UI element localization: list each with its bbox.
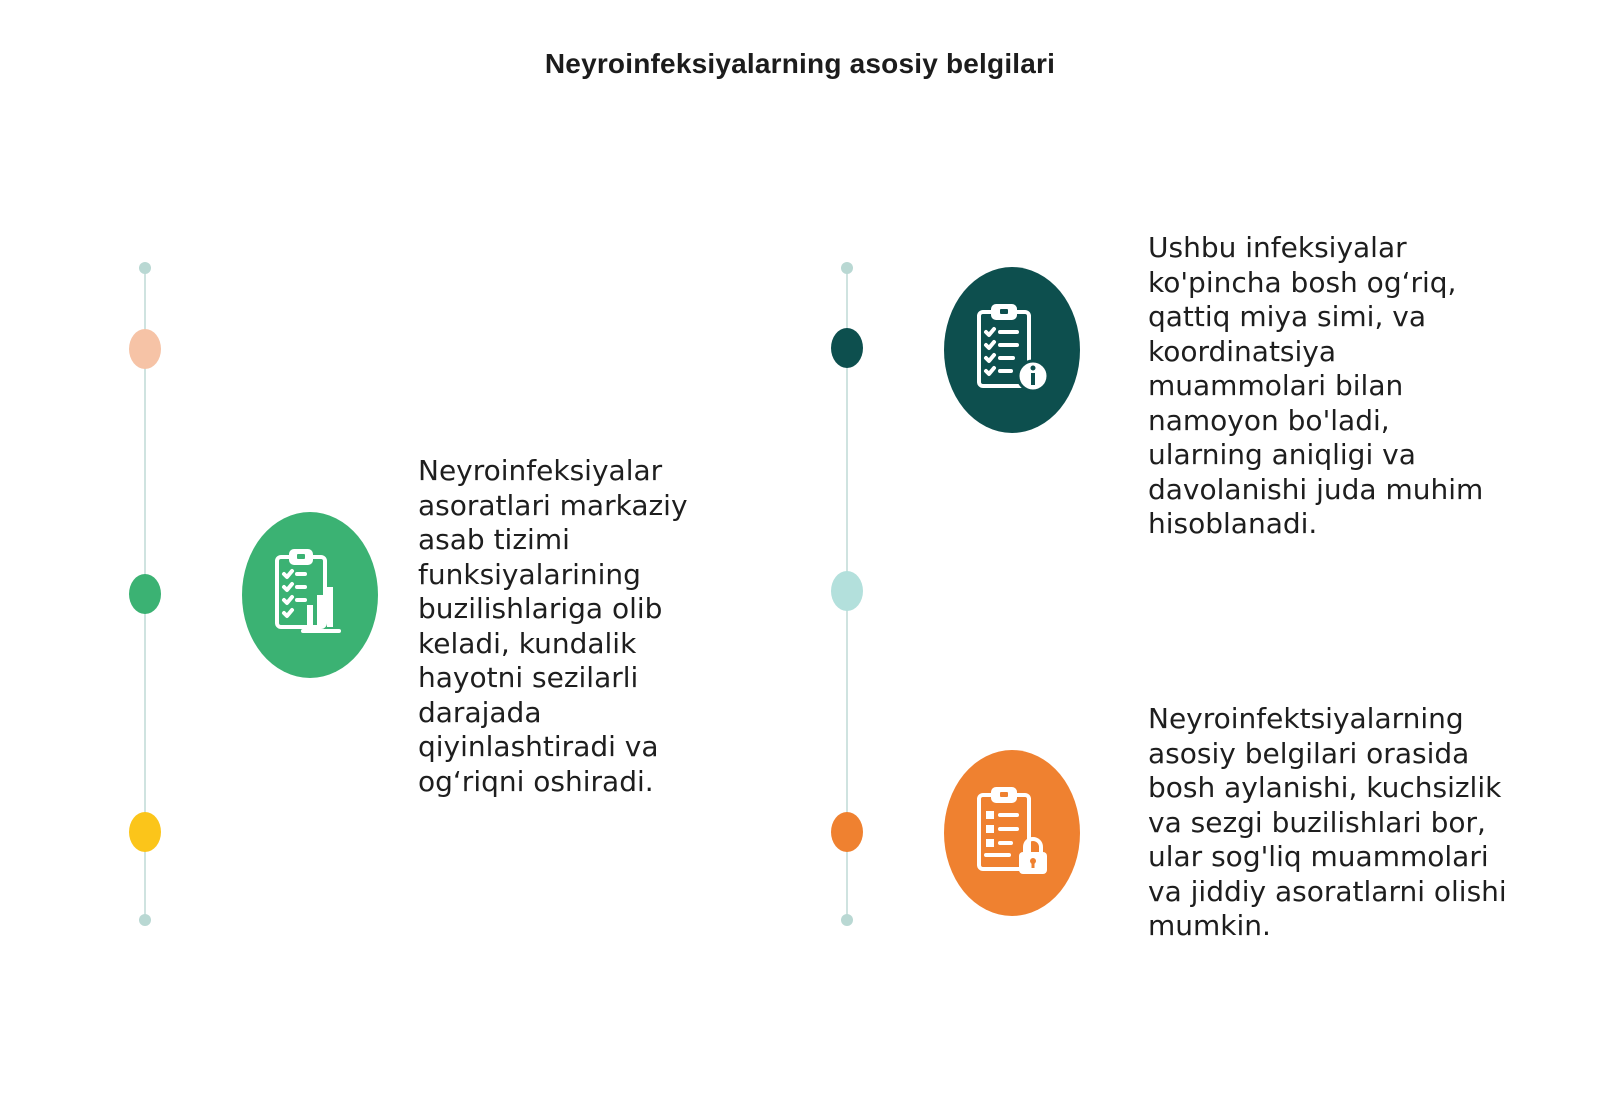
timeline-node-orange	[831, 812, 863, 852]
timeline-start-dot	[841, 262, 853, 274]
clipboard-chart-icon	[242, 512, 378, 678]
timeline-node-yellow	[129, 812, 161, 852]
description-text: Neyroinfektsiyalarning asosiy belgilari orasida bosh aylanishi, kuchsizlik va sezgi buzilishlari bor, ular sog'liq muammolari va jiddiy asoratlarni olishi mumkin.	[1148, 702, 1507, 942]
clipboard-info-icon	[944, 267, 1080, 433]
timeline-node-light-teal	[831, 571, 863, 611]
timeline-node-green	[129, 574, 161, 614]
timeline-node-dark-teal	[831, 328, 863, 368]
timeline-start-dot	[139, 262, 151, 274]
timeline-end-dot	[139, 914, 151, 926]
timeline-node-peach	[129, 329, 161, 369]
clipboard-lock-icon	[944, 750, 1080, 916]
page-title: Neyroinfeksiyalarning asosiy belgilari	[544, 48, 1056, 79]
description-text: Ushbu infeksiyalar ko'pincha bosh og‘riq, qattiq miya simi, va koordinatsiya muammolari bilan namoyon bo'ladi, ularning aniqligi va davolanishi juda muhim hisoblanadi.	[1148, 231, 1484, 540]
description-text: Neyroinfeksiyalar asoratlari markaziy asab tizimi funksiyalarining buzilishlariga olib keladi, kundalik hayotni sezilarli darajada qiyinlashtiradi va og‘riqni oshiradi.	[418, 454, 688, 798]
timeline-end-dot	[841, 914, 853, 926]
